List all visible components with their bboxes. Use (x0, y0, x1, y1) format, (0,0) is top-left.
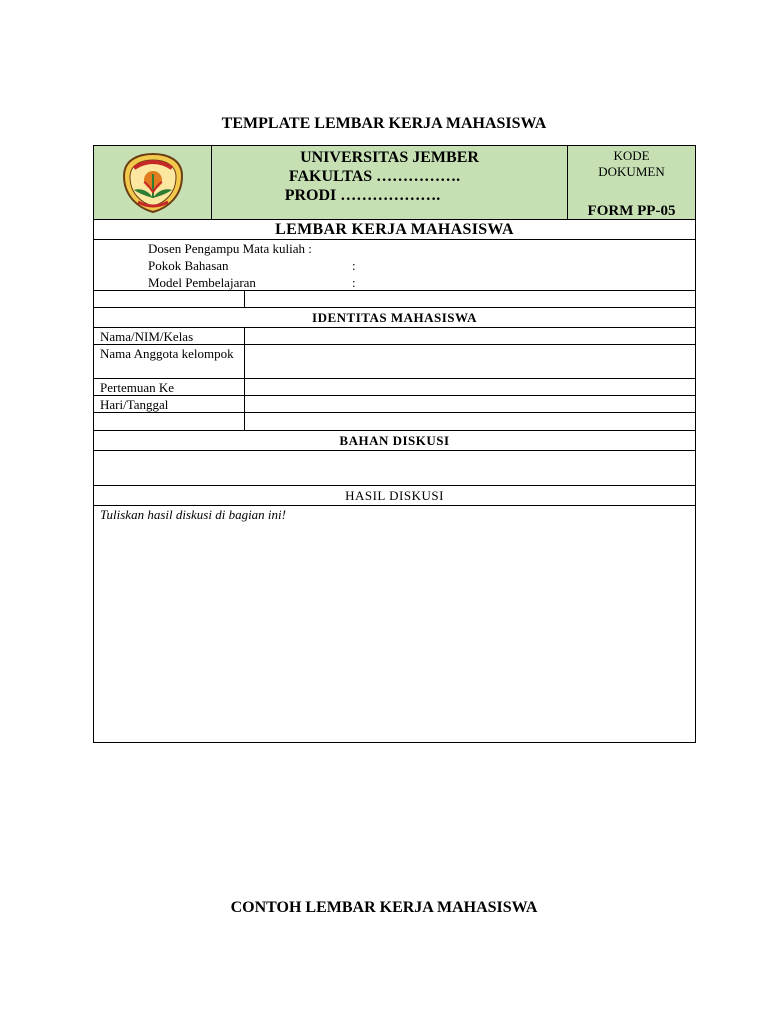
code-label-2: DOKUMEN (598, 164, 665, 179)
discussion-material-area[interactable] (94, 451, 695, 486)
day-date-field[interactable] (245, 396, 695, 412)
university-name: UNIVERSITAS JEMBER (300, 149, 479, 166)
identity-title-row (94, 308, 695, 328)
topic-colon: : (352, 258, 356, 273)
group-members-field[interactable] (245, 345, 695, 378)
name-nim-class-field[interactable] (245, 328, 695, 344)
discussion-material-title: BAHAN DISKUSI (339, 433, 450, 448)
document-code-cell (568, 146, 695, 219)
identity-row-date (94, 396, 695, 413)
worksheet-title: LEMBAR KERJA MAHASISWA (275, 221, 514, 238)
learning-model-line (94, 275, 695, 292)
material-title-row (94, 431, 695, 451)
worksheet-title-row (94, 220, 695, 240)
worksheet-form (93, 145, 696, 743)
example-title: CONTOH LEMBAR KERJA MAHASISWA (230, 899, 538, 916)
identity-row-blank (94, 413, 695, 431)
blank-row (94, 291, 695, 308)
discussion-result-title: HASIL DISKUSI (345, 488, 444, 503)
day-date-label: Hari/Tanggal (94, 396, 245, 412)
result-title-row (94, 486, 695, 506)
topic-line (94, 258, 695, 275)
faculty-name: FAKULTAS ……………. (288, 168, 461, 185)
lecturer-label: Dosen Pengampu Mata kuliah : (148, 241, 312, 256)
identity-title: IDENTITAS MAHASISWA (312, 310, 477, 325)
code-label-1: KODE (613, 148, 650, 163)
discussion-result-area[interactable] (94, 506, 695, 742)
discussion-result-hint: Tuliskan hasil diskusi di bagian ini! (100, 507, 286, 522)
course-info (94, 240, 695, 291)
meeting-label: Pertemuan Ke (94, 379, 245, 395)
group-members-label: Nama Anggota kelompok (94, 345, 245, 378)
learning-model-colon: : (352, 275, 356, 290)
identity-row-meeting (94, 379, 695, 396)
identity-row-name (94, 328, 695, 345)
topic-label: Pokok Bahasan (148, 258, 229, 273)
program-name: PRODI ………………. (284, 187, 441, 204)
name-nim-class-label: Nama/NIM/Kelas (94, 328, 245, 344)
identity-blank-field[interactable] (245, 413, 695, 430)
meeting-field[interactable] (245, 379, 695, 395)
blank-field[interactable] (245, 291, 695, 307)
form-header (94, 146, 695, 220)
learning-model-label: Model Pembelajaran (148, 275, 256, 290)
university-cell (212, 146, 568, 219)
identity-row-members (94, 345, 695, 379)
lecturer-line (94, 241, 695, 258)
form-code: FORM PP-05 (587, 203, 676, 219)
template-title: TEMPLATE LEMBAR KERJA MAHASISWA (221, 115, 547, 132)
